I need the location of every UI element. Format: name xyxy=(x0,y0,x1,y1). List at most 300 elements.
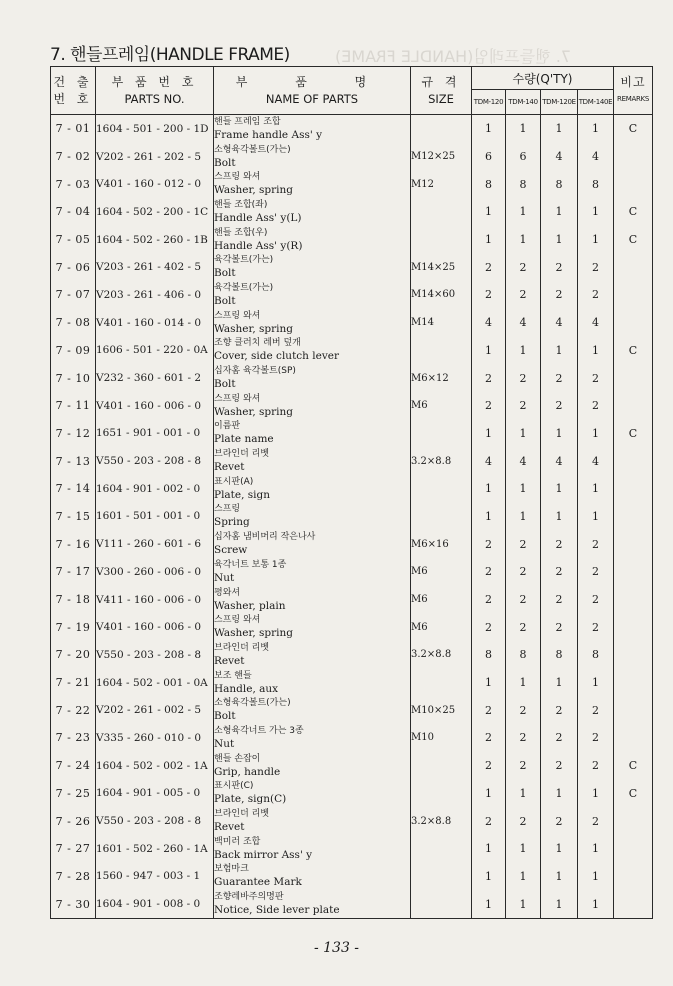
part-remarks xyxy=(614,613,653,641)
part-index: 7 - 13 xyxy=(51,447,96,475)
qty-tdm-120e: 4 xyxy=(541,447,578,475)
part-remarks xyxy=(614,253,653,281)
table-row xyxy=(51,780,653,808)
qty-tdm-120: 2 xyxy=(472,253,506,281)
page-number: - 133 - xyxy=(313,940,360,956)
part-size: M6×12 xyxy=(411,364,472,392)
part-name xyxy=(214,807,411,835)
part-name-en: Grip, handle xyxy=(214,765,281,778)
part-name-ko: 보험마크 xyxy=(214,864,249,875)
part-size: M14 xyxy=(411,309,472,337)
part-remarks xyxy=(614,392,653,420)
col-header-parts-no-en: PARTS NO. xyxy=(124,92,185,106)
part-name-en: Revet xyxy=(214,654,245,667)
part-size: M6 xyxy=(411,392,472,420)
col-header-no-ko: 건 출 xyxy=(53,74,93,89)
qty-tdm-120e: 2 xyxy=(541,364,578,392)
page-title: 7. 핸들프레임(HANDLE FRAME) xyxy=(50,45,290,65)
part-name-en: Nut xyxy=(214,737,235,750)
qty-tdm-140: 1 xyxy=(506,669,541,697)
qty-tdm-120: 2 xyxy=(472,724,506,752)
part-name-ko: 보조 핸들 xyxy=(214,670,252,681)
table-row xyxy=(51,392,653,420)
part-number: V203 - 261 - 406 - 0 xyxy=(96,281,214,309)
table-row xyxy=(51,696,653,724)
part-remarks: C xyxy=(614,337,653,365)
part-remarks xyxy=(614,669,653,697)
part-name-en: Washer, plain xyxy=(214,599,286,612)
part-name xyxy=(214,586,411,614)
part-name-ko: 스프링 와셔 xyxy=(214,310,261,321)
part-index: 7 - 28 xyxy=(51,863,96,891)
part-name xyxy=(214,863,411,891)
part-name-ko: 핸들 프레임 조합 xyxy=(214,116,281,127)
table-row xyxy=(51,807,653,835)
part-index: 7 - 09 xyxy=(51,337,96,365)
qty-tdm-140e: 1 xyxy=(578,420,614,448)
part-size: M12×25 xyxy=(411,143,472,171)
part-number: 1601 - 501 - 001 - 0 xyxy=(96,503,214,531)
qty-tdm-140e: 2 xyxy=(578,253,614,281)
qty-tdm-140e: 1 xyxy=(578,226,614,254)
qty-tdm-120e: 1 xyxy=(541,669,578,697)
part-name-ko: 스프링 와셔 xyxy=(214,172,261,183)
qty-tdm-120e: 2 xyxy=(541,613,578,641)
part-name xyxy=(214,198,411,226)
qty-tdm-120: 1 xyxy=(472,198,506,226)
part-name-en: Plate, sign(C) xyxy=(214,793,287,806)
part-name xyxy=(214,143,411,171)
part-remarks xyxy=(614,475,653,503)
qty-tdm-120: 2 xyxy=(472,696,506,724)
part-index: 7 - 05 xyxy=(51,226,96,254)
part-number: 1560 - 947 - 003 - 1 xyxy=(96,863,214,891)
col-header-model: TDM-120 xyxy=(472,90,506,115)
table-row xyxy=(51,170,653,198)
part-number: V401 - 160 - 012 - 0 xyxy=(96,170,214,198)
part-size xyxy=(411,863,472,891)
part-name-en: Revet xyxy=(214,461,245,474)
table-row xyxy=(51,253,653,281)
qty-tdm-140: 1 xyxy=(506,337,541,365)
part-size xyxy=(411,226,472,254)
table-row xyxy=(51,530,653,558)
part-name-ko: 육각볼트(가는) xyxy=(214,282,274,293)
part-name xyxy=(214,613,411,641)
part-name-en: Back mirror Ass' y xyxy=(214,848,313,861)
part-index: 7 - 11 xyxy=(51,392,96,420)
qty-tdm-120: 2 xyxy=(472,530,506,558)
qty-tdm-120e: 2 xyxy=(541,281,578,309)
part-name xyxy=(214,281,411,309)
table-row xyxy=(51,586,653,614)
qty-tdm-120: 2 xyxy=(472,392,506,420)
qty-tdm-140e: 1 xyxy=(578,115,614,143)
qty-tdm-140e: 8 xyxy=(578,641,614,669)
part-index: 7 - 03 xyxy=(51,170,96,198)
qty-tdm-140e: 2 xyxy=(578,558,614,586)
qty-tdm-140: 2 xyxy=(506,364,541,392)
part-remarks xyxy=(614,835,653,863)
qty-tdm-120e: 1 xyxy=(541,835,578,863)
part-name xyxy=(214,669,411,697)
part-size: 3.2×8.8 xyxy=(411,447,472,475)
part-number: V550 - 203 - 208 - 8 xyxy=(96,641,214,669)
qty-tdm-140e: 4 xyxy=(578,309,614,337)
part-remarks: C xyxy=(614,198,653,226)
part-name-en: Washer, spring xyxy=(214,184,294,197)
part-name-ko: 소형육각볼트(가는) xyxy=(214,698,291,709)
table-row xyxy=(51,752,653,780)
part-name-ko: 평와셔 xyxy=(214,587,241,598)
part-size xyxy=(411,420,472,448)
col-header-parts-no xyxy=(96,67,214,115)
part-name-en: Frame handle Ass' y xyxy=(214,128,323,141)
qty-tdm-140: 2 xyxy=(506,281,541,309)
bleed-through-text: 7. 핸들프레임(HANDLE FRAME) xyxy=(335,47,572,66)
part-name xyxy=(214,475,411,503)
qty-tdm-120: 1 xyxy=(472,226,506,254)
part-index: 7 - 21 xyxy=(51,669,96,697)
qty-tdm-120e: 1 xyxy=(541,890,578,918)
part-name-en: Screw xyxy=(214,544,248,557)
qty-tdm-140e: 4 xyxy=(578,447,614,475)
part-name-ko: 스프링 와셔 xyxy=(214,615,261,626)
part-name xyxy=(214,835,411,863)
part-size: M6 xyxy=(411,613,472,641)
part-remarks xyxy=(614,724,653,752)
table-row xyxy=(51,198,653,226)
table-row xyxy=(51,863,653,891)
qty-tdm-140e: 1 xyxy=(578,503,614,531)
qty-tdm-140: 1 xyxy=(506,198,541,226)
qty-tdm-120: 2 xyxy=(472,752,506,780)
qty-tdm-140e: 4 xyxy=(578,143,614,171)
part-remarks xyxy=(614,170,653,198)
col-header-parts-no-ko: 부 품 번 호 xyxy=(111,75,198,89)
part-index: 7 - 02 xyxy=(51,143,96,171)
part-index: 7 - 26 xyxy=(51,807,96,835)
part-remarks xyxy=(614,890,653,918)
qty-tdm-140e: 1 xyxy=(578,863,614,891)
part-name-ko: 핸들 손잡이 xyxy=(214,753,261,764)
qty-tdm-140: 2 xyxy=(506,613,541,641)
part-remarks: C xyxy=(614,226,653,254)
part-name-en: Bolt xyxy=(214,156,236,169)
part-name-en: Spring xyxy=(214,516,250,529)
part-remarks xyxy=(614,309,653,337)
part-name-en: Notice, Side lever plate xyxy=(214,904,340,917)
qty-tdm-140e: 1 xyxy=(578,890,614,918)
qty-tdm-120: 1 xyxy=(472,475,506,503)
qty-tdm-140: 2 xyxy=(506,586,541,614)
part-size: M6×16 xyxy=(411,530,472,558)
part-name-ko: 이름판 xyxy=(214,421,241,432)
part-size: M12 xyxy=(411,170,472,198)
part-name-en: Bolt xyxy=(214,267,236,280)
qty-tdm-120: 2 xyxy=(472,807,506,835)
part-number: V202 - 261 - 002 - 5 xyxy=(96,696,214,724)
part-name-ko: 브라인더 리벳 xyxy=(214,809,270,820)
part-name-ko: 표시판(C) xyxy=(214,781,254,792)
part-index: 7 - 01 xyxy=(51,115,96,143)
qty-tdm-140e: 2 xyxy=(578,392,614,420)
table-row xyxy=(51,558,653,586)
part-name xyxy=(214,364,411,392)
table-row xyxy=(51,613,653,641)
part-remarks xyxy=(614,696,653,724)
qty-tdm-120: 1 xyxy=(472,669,506,697)
qty-tdm-120e: 2 xyxy=(541,807,578,835)
part-number: V401 - 160 - 006 - 0 xyxy=(96,392,214,420)
part-name-ko: 브라인더 리벳 xyxy=(214,449,270,460)
part-number: 1604 - 502 - 002 - 1A xyxy=(96,752,214,780)
part-name-ko: 핸들 조합(우) xyxy=(214,227,268,238)
part-number: V232 - 360 - 601 - 2 xyxy=(96,364,214,392)
col-header-no-ko2: 번 호 xyxy=(53,91,93,106)
qty-tdm-140e: 2 xyxy=(578,364,614,392)
qty-tdm-120e: 2 xyxy=(541,696,578,724)
part-name-ko: 육각볼트(가는) xyxy=(214,255,274,266)
part-index: 7 - 27 xyxy=(51,835,96,863)
table-row xyxy=(51,309,653,337)
col-header-remarks-en: REMARKS xyxy=(617,95,649,103)
part-index: 7 - 10 xyxy=(51,364,96,392)
part-name-en: Washer, spring xyxy=(214,405,294,418)
part-size xyxy=(411,752,472,780)
part-name-en: Nut xyxy=(214,571,235,584)
qty-tdm-120: 4 xyxy=(472,447,506,475)
part-number: 1601 - 502 - 260 - 1A xyxy=(96,835,214,863)
part-number: V111 - 260 - 601 - 6 xyxy=(96,530,214,558)
qty-tdm-140: 4 xyxy=(506,309,541,337)
part-name-ko: 백미러 조합 xyxy=(214,836,261,847)
part-name xyxy=(214,890,411,918)
part-name xyxy=(214,780,411,808)
part-number: 1604 - 901 - 005 - 0 xyxy=(96,780,214,808)
col-header-name-ko: 부 품 명 xyxy=(235,75,389,89)
qty-tdm-120e: 1 xyxy=(541,198,578,226)
qty-tdm-120e: 8 xyxy=(541,641,578,669)
qty-tdm-120e: 4 xyxy=(541,309,578,337)
qty-tdm-120e: 2 xyxy=(541,586,578,614)
part-name xyxy=(214,447,411,475)
part-number: 1604 - 502 - 001 - 0A xyxy=(96,669,214,697)
qty-tdm-120: 1 xyxy=(472,420,506,448)
part-name-ko: 육각너트 보통 1종 xyxy=(214,559,287,570)
qty-tdm-140: 2 xyxy=(506,392,541,420)
qty-tdm-120: 1 xyxy=(472,115,506,143)
part-name-ko: 조향레바주의명판 xyxy=(214,892,284,903)
part-size xyxy=(411,475,472,503)
part-name-en: Bolt xyxy=(214,378,236,391)
part-size xyxy=(411,669,472,697)
col-header-model: TDM-120E xyxy=(541,90,578,115)
table-row xyxy=(51,115,653,143)
qty-tdm-140: 1 xyxy=(506,890,541,918)
part-number: V550 - 203 - 208 - 8 xyxy=(96,447,214,475)
part-name-en: Cover, side clutch lever xyxy=(214,350,340,363)
qty-tdm-140e: 2 xyxy=(578,281,614,309)
qty-tdm-140: 8 xyxy=(506,170,541,198)
col-header-qty: 수량(Q'TY) xyxy=(472,67,614,90)
table-row xyxy=(51,281,653,309)
qty-tdm-120: 1 xyxy=(472,337,506,365)
part-name-en: Bolt xyxy=(214,294,236,307)
part-name-en: Handle Ass' y(L) xyxy=(214,211,302,224)
qty-tdm-120e: 1 xyxy=(541,226,578,254)
part-index: 7 - 30 xyxy=(51,890,96,918)
qty-tdm-140: 1 xyxy=(506,226,541,254)
col-header-model: TDM-140 xyxy=(506,90,541,115)
part-name xyxy=(214,752,411,780)
part-name-ko: 십자홈 육각볼트(SP) xyxy=(214,366,296,377)
part-name xyxy=(214,641,411,669)
part-index: 7 - 16 xyxy=(51,530,96,558)
part-remarks: C xyxy=(614,780,653,808)
col-header-remarks-ko: 비고 xyxy=(620,75,646,89)
part-index: 7 - 18 xyxy=(51,586,96,614)
part-number: 1604 - 501 - 200 - 1D xyxy=(96,115,214,143)
qty-tdm-140e: 1 xyxy=(578,198,614,226)
part-name-ko: 표시판(A) xyxy=(214,476,254,487)
qty-tdm-120e: 1 xyxy=(541,337,578,365)
col-header-remarks xyxy=(614,67,653,115)
part-size: M14×60 xyxy=(411,281,472,309)
qty-tdm-140: 6 xyxy=(506,143,541,171)
table-row xyxy=(51,337,653,365)
qty-tdm-120e: 1 xyxy=(541,115,578,143)
qty-tdm-140: 1 xyxy=(506,863,541,891)
qty-tdm-140e: 2 xyxy=(578,696,614,724)
part-number: V401 - 160 - 006 - 0 xyxy=(96,613,214,641)
part-index: 7 - 06 xyxy=(51,253,96,281)
part-index: 7 - 22 xyxy=(51,696,96,724)
col-header-no xyxy=(51,67,96,115)
part-remarks xyxy=(614,503,653,531)
part-index: 7 - 23 xyxy=(51,724,96,752)
part-index: 7 - 20 xyxy=(51,641,96,669)
qty-tdm-120: 2 xyxy=(472,364,506,392)
part-name xyxy=(214,392,411,420)
part-size xyxy=(411,337,472,365)
part-number: V335 - 260 - 010 - 0 xyxy=(96,724,214,752)
part-size xyxy=(411,890,472,918)
part-name xyxy=(214,309,411,337)
qty-tdm-140: 1 xyxy=(506,420,541,448)
qty-tdm-120e: 8 xyxy=(541,170,578,198)
part-name xyxy=(214,337,411,365)
qty-tdm-140: 2 xyxy=(506,696,541,724)
part-number: 1604 - 502 - 260 - 1B xyxy=(96,226,214,254)
part-index: 7 - 08 xyxy=(51,309,96,337)
table-row xyxy=(51,669,653,697)
part-name-en: Plate, sign xyxy=(214,488,271,501)
qty-tdm-120e: 2 xyxy=(541,752,578,780)
qty-tdm-140: 4 xyxy=(506,447,541,475)
qty-tdm-120: 2 xyxy=(472,281,506,309)
part-name-ko: 소형육각너트 가는 3종 xyxy=(214,725,304,736)
qty-tdm-120e: 1 xyxy=(541,780,578,808)
table-header xyxy=(51,67,653,115)
qty-tdm-120: 8 xyxy=(472,641,506,669)
part-number: 1604 - 901 - 002 - 0 xyxy=(96,475,214,503)
part-index: 7 - 12 xyxy=(51,420,96,448)
part-number: V203 - 261 - 402 - 5 xyxy=(96,253,214,281)
table-body xyxy=(51,115,653,919)
part-index: 7 - 17 xyxy=(51,558,96,586)
table-row xyxy=(51,475,653,503)
qty-tdm-140: 1 xyxy=(506,475,541,503)
part-name-ko: 핸들 조합(좌) xyxy=(214,199,268,210)
qty-tdm-120e: 2 xyxy=(541,724,578,752)
qty-tdm-140e: 2 xyxy=(578,807,614,835)
qty-tdm-140: 2 xyxy=(506,253,541,281)
part-size: M14×25 xyxy=(411,253,472,281)
qty-tdm-140e: 1 xyxy=(578,475,614,503)
qty-tdm-120e: 1 xyxy=(541,420,578,448)
part-number: 1606 - 501 - 220 - 0A xyxy=(96,337,214,365)
col-header-model: TDM-140E xyxy=(578,90,614,115)
qty-tdm-120: 1 xyxy=(472,503,506,531)
part-name-ko: 조향 클러치 레버 덮개 xyxy=(214,338,301,349)
qty-tdm-140: 2 xyxy=(506,558,541,586)
part-index: 7 - 07 xyxy=(51,281,96,309)
part-name-en: Revet xyxy=(214,821,245,834)
part-size: M6 xyxy=(411,586,472,614)
qty-tdm-120: 1 xyxy=(472,890,506,918)
part-remarks xyxy=(614,641,653,669)
part-remarks xyxy=(614,281,653,309)
qty-tdm-140e: 2 xyxy=(578,724,614,752)
col-header-size xyxy=(411,67,472,115)
part-remarks xyxy=(614,863,653,891)
part-remarks xyxy=(614,143,653,171)
part-number: V411 - 160 - 006 - 0 xyxy=(96,586,214,614)
part-number: 1604 - 901 - 008 - 0 xyxy=(96,890,214,918)
part-name xyxy=(214,226,411,254)
qty-tdm-140: 1 xyxy=(506,115,541,143)
part-name-en: Handle Ass' y(R) xyxy=(214,239,303,252)
part-size xyxy=(411,780,472,808)
part-remarks xyxy=(614,364,653,392)
part-name-ko: 스프링 와셔 xyxy=(214,393,261,404)
part-remarks xyxy=(614,807,653,835)
part-remarks: C xyxy=(614,115,653,143)
part-size: 3.2×8.8 xyxy=(411,641,472,669)
part-number: V401 - 160 - 014 - 0 xyxy=(96,309,214,337)
part-name-en: Guarantee Mark xyxy=(214,876,302,889)
part-size: M10×25 xyxy=(411,696,472,724)
part-size: M10 xyxy=(411,724,472,752)
part-name xyxy=(214,253,411,281)
part-remarks: C xyxy=(614,420,653,448)
qty-tdm-120: 6 xyxy=(472,143,506,171)
qty-tdm-120e: 1 xyxy=(541,863,578,891)
part-name xyxy=(214,115,411,143)
qty-tdm-120e: 2 xyxy=(541,558,578,586)
part-size xyxy=(411,503,472,531)
part-index: 7 - 25 xyxy=(51,780,96,808)
part-name-en: Handle, aux xyxy=(214,682,279,695)
part-number: V300 - 260 - 006 - 0 xyxy=(96,558,214,586)
table-row xyxy=(51,835,653,863)
part-name xyxy=(214,420,411,448)
part-name xyxy=(214,558,411,586)
qty-tdm-120: 1 xyxy=(472,780,506,808)
qty-tdm-140: 2 xyxy=(506,530,541,558)
qty-tdm-140e: 1 xyxy=(578,835,614,863)
